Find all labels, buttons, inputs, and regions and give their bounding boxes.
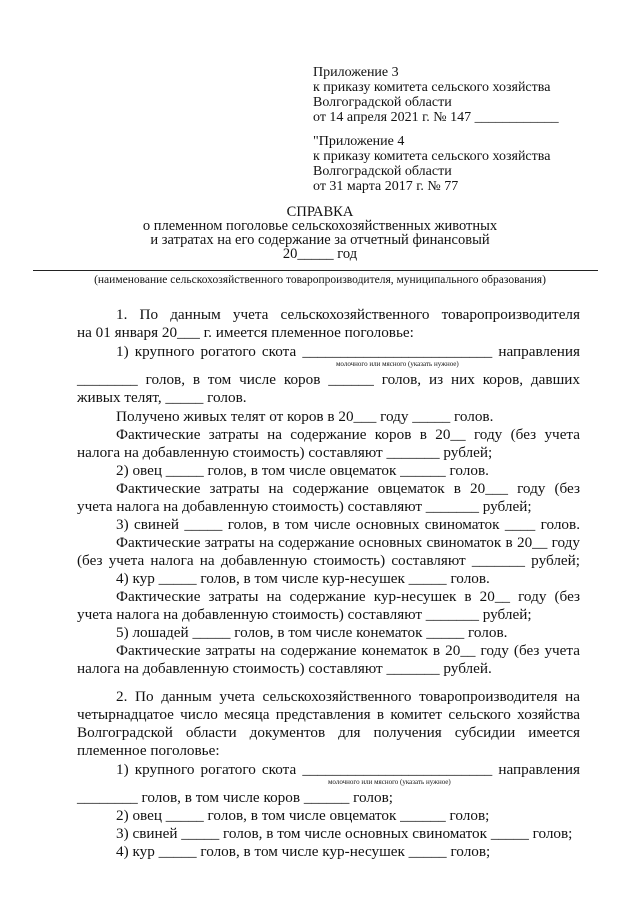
header-line: "Приложение 4 (313, 134, 405, 149)
header-line: Приложение 3 (313, 65, 399, 80)
paragraph-line: учета налога на добавленную стоимость) составляют _______ рублей; (77, 498, 532, 515)
paragraph-line: учета налога на добавленную стоимость) составляют _______ рублей; (77, 606, 532, 623)
paragraph-line: 3) свиней _____ голов, в том числе основных свиноматок ____ голов. (116, 516, 580, 533)
paragraph-line: Фактические затраты на содержание кур-несушек в 20__ году (без (116, 588, 580, 605)
producer-name-line (33, 270, 598, 271)
header-line: от 14 апреля 2021 г. № 147 ____________ (313, 110, 559, 125)
title-line: 20_____ год (282, 246, 358, 262)
paragraph-line: племенное поголовье: (77, 742, 220, 759)
paragraph-line: Фактические затраты на содержание овцематок в 20___ году (без (116, 480, 580, 497)
paragraph-line: Волгоградской области документов для получения субсидии имеется (77, 724, 580, 741)
paragraph-line: 2) овец _____ голов, в том числе овцематок ______ голов; (116, 807, 490, 824)
header-line: к приказу комитета сельского хозяйства (313, 149, 551, 164)
paragraph-line: 1) крупного рогатого скота _________________________ направления (116, 343, 580, 360)
paragraph-line: Фактические затраты на содержание коров в 20__ году (без учета (116, 426, 580, 443)
paragraph-line: 1. По данным учета сельскохозяйственного товаропроизводителя (116, 306, 580, 323)
paragraph-line: четырнадцатое число месяца представления в комитет сельского хозяйства (77, 706, 580, 723)
paragraph-line: 5) лошадей _____ голов, в том числе конематок _____ голов. (116, 624, 508, 641)
producer-caption: (наименование сельскохозяйственного товаропроизводителя, муниципального образования) (94, 274, 546, 286)
paragraph-line: 1) крупного рогатого скота _________________________ направления (116, 761, 580, 778)
paragraph-line: Получено живых телят от коров в 20___ году _____ голов. (116, 408, 494, 425)
field-hint: молочного или мясного (указать нужное) (336, 360, 459, 368)
field-hint: молочного или мясного (указать нужное) (328, 778, 451, 786)
paragraph-line: 2) овец _____ голов, в том числе овцематок ______ голов. (116, 462, 489, 479)
paragraph-line: налога на добавленную стоимость) составляют _______ рублей. (77, 660, 492, 677)
paragraph-line: 4) кур _____ голов, в том числе кур-несушек _____ голов; (116, 843, 491, 860)
header-line: от 31 марта 2017 г. № 77 (313, 179, 459, 194)
paragraph-line: на 01 января 20___ г. имеется племенное поголовье: (77, 324, 414, 341)
paragraph-line: ________ голов, в том числе коров ______ голов; (77, 789, 393, 806)
paragraph-line: Фактические затраты на содержание основных свиноматок в 20__ году (116, 534, 580, 551)
title-heading: СПРАВКА (286, 204, 354, 220)
paragraph-line: Фактические затраты на содержание конематок в 20__ году (без учета (116, 642, 580, 659)
header-line: Волгоградской области (313, 95, 452, 110)
header-line: к приказу комитета сельского хозяйства (313, 80, 551, 95)
paragraph-line: 4) кур _____ голов, в том числе кур-несушек _____ голов. (116, 570, 490, 587)
paragraph-line: 3) свиней _____ голов, в том числе основных свиноматок _____ голов; (116, 825, 573, 842)
title-line: и затратах на его содержание за отчетный финансовый (150, 232, 490, 248)
header-line: Волгоградской области (313, 164, 452, 179)
paragraph-line: (без учета налога на добавленную стоимость) составляют _______ рублей; (77, 552, 580, 569)
title-line: о племенном поголовье сельскохозяйственных животных (142, 218, 498, 234)
paragraph-line: налога на добавленную стоимость) составляют _______ рублей; (77, 444, 493, 461)
paragraph-line: живых телят, _____ голов. (77, 389, 247, 406)
paragraph-line: 2. По данным учета сельскохозяйственного товаропроизводителя на (116, 688, 580, 705)
paragraph-line: ________ голов, в том числе коров ______ голов, из них коров, давших (77, 371, 580, 388)
